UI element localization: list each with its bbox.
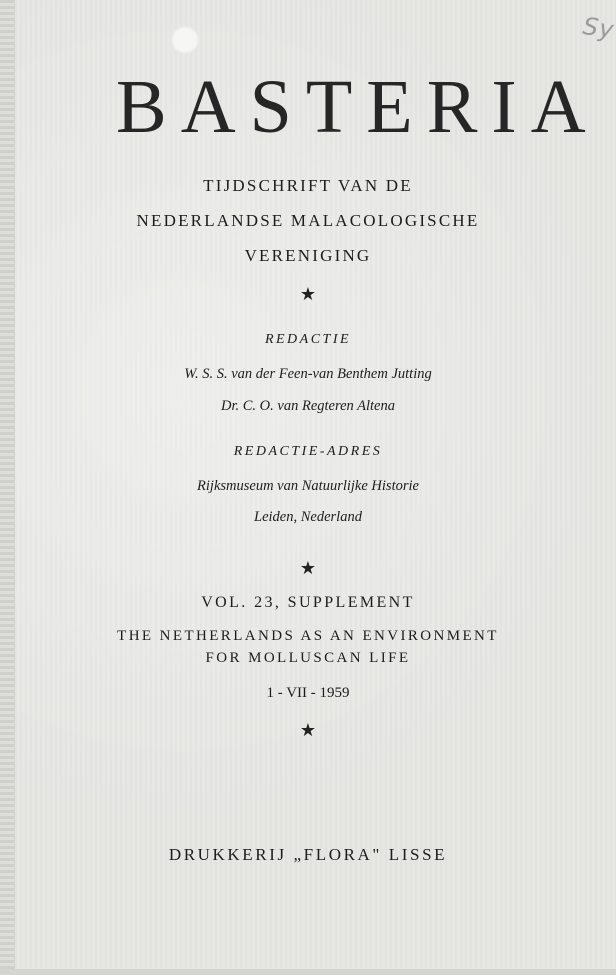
issue-date: 1 - VII - 1959 <box>266 685 350 701</box>
volume-line: VOL. 23, SUPPLEMENT <box>201 594 415 611</box>
handwritten-corner-mark: Sy <box>581 11 616 45</box>
issue-title-line-1: THE NETHERLANDS AS AN ENVIRONMENT <box>117 628 499 644</box>
address-heading: REDACTIE-ADRES <box>233 444 383 459</box>
address-line-1: Rijksmuseum van Natuurlijke Historie <box>197 478 419 494</box>
journal-title: BASTERIA <box>116 65 600 149</box>
address-line-2: Leiden, Nederland <box>254 509 362 525</box>
star-ornament-1: ★ <box>299 284 317 304</box>
subtitle-line-2: NEDERLANDSE MALACOLOGISCHE <box>136 211 480 230</box>
editors-heading: REDACTIE <box>264 332 352 347</box>
editor-name-1: W. S. S. van der Feen-van Benthem Jutting <box>184 366 432 382</box>
printer-imprint: DRUKKERIJ „FLORA" LISSE <box>168 845 448 864</box>
star-ornament-3: ★ <box>299 720 317 740</box>
subtitle-line-3: VERENIGING <box>244 246 372 265</box>
star-ornament-2: ★ <box>299 558 317 578</box>
editor-name-2: Dr. C. O. van Regteren Altena <box>221 398 395 414</box>
issue-title-line-2: FOR MOLLUSCAN LIFE <box>205 650 411 666</box>
punch-hole <box>171 26 199 54</box>
subtitle-line-1: TIJDSCHRIFT VAN DE <box>203 176 413 195</box>
page-bottom-edge <box>0 969 616 975</box>
